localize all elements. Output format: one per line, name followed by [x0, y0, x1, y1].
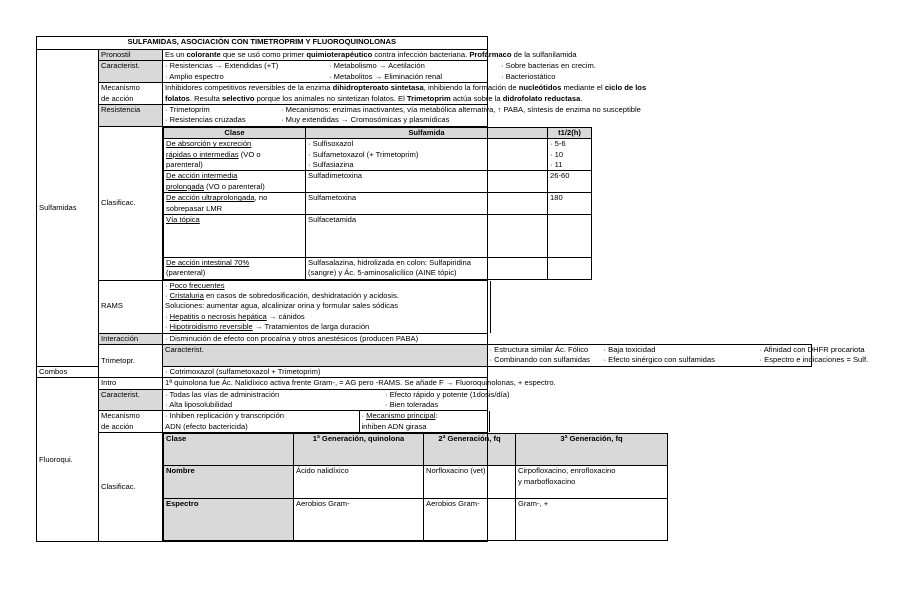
interaccion-cell [163, 333, 488, 344]
resistencia-item: · Trimetoprim [165, 105, 210, 115]
tmp-item: · Combinando con sulfamidas [489, 355, 590, 365]
fq-mecanismo-cell [163, 411, 488, 433]
clase-cell: De acción ultraprolongada, no sobrepasar LMR [164, 193, 306, 215]
rams-cell [163, 280, 488, 333]
carac-item: · Amplio espectro [165, 71, 224, 81]
label-combos: Combos [37, 366, 99, 377]
tmp-item: · Efecto sinérgico con sulfamidas [603, 355, 715, 365]
section-trimetoprim: Trimetopr. [99, 344, 163, 377]
t12-cell [548, 215, 592, 258]
col-header: Clase [164, 127, 306, 138]
col-header: 1ª Generación, quinolona [294, 434, 424, 466]
col-header: Clase [164, 434, 294, 466]
resistencia-cell [163, 105, 641, 127]
fq-mec-b: · Mecanismo principal: inhiben ADN girasa [359, 411, 489, 432]
resistencia-item: · Mecanismos: enzimas inactivantes, vía metabólica alternativa, ↑ PABA, síntesis de enzima no susceptible [281, 105, 641, 115]
carac-item: · Bacteriostático [501, 71, 556, 81]
tmp-item: · Baja toxicidad [603, 344, 656, 354]
sulfamida-cell: Sulfasalazina, hidrolizada en colon: Sulfapiridina (sangre) y Ác. 5-aminosalicílico (AINE tópic) [306, 257, 548, 279]
pronostil-text: Es un colorante que se usó como primer quimioterapéutico contra infección bacteriana. Profármaco de la sulfanilamida [163, 50, 488, 61]
label-fq-clasificacion: Clasificac. [99, 433, 163, 542]
col-header: t1/2(h) [548, 127, 592, 138]
sulfamida-cell: Sulfametoxina [306, 193, 548, 215]
page-title: SULFAMIDAS, ASOCIACIÓN CON TIMETROPRIM Y FLUOROQUINOLONAS [37, 37, 488, 50]
row-label: Espectro [164, 498, 294, 541]
fq-nombre: Ácido nalidíxico [294, 466, 424, 498]
rams-left: · Poco frecuentes · Cristaluria en casos de sobredosificación, deshidratación y acidosis. Soluciones: aumentar agua, alcalinizar orina y formular sales sódicas · Hepatitis o necrosis hepática → cánidos · Hipotiroidismo reversible → Tratamientos de larga duración [163, 281, 490, 333]
fq-item: · Bien toleradas [385, 400, 439, 409]
label-pronostil: Pronostil [99, 50, 163, 61]
carac-item: · Metabolitos → Eliminación renal [329, 71, 443, 81]
fq-espectro: Aerobios Gram- [424, 498, 516, 541]
combos-cell [163, 366, 488, 377]
clasificacion-cell [163, 126, 581, 280]
col-header: 2ª Generación, fq [424, 434, 516, 466]
col-header: Sulfamida [306, 127, 548, 138]
combo-item: · Cotrimoxazol (sulfametoxazol + Trimetoprim) [165, 366, 321, 376]
resistencia-item: · Muy extendidas → Cromosómicas y plasmídicas [281, 115, 450, 125]
t12-cell: · 5-6 · 10 · 11 [548, 139, 592, 171]
t12-cell: 26-60 [548, 171, 592, 193]
section-fluoroquinolonas: Fluoroqui. [37, 378, 99, 542]
label-mecanismo: Mecanismo de acción [99, 83, 163, 105]
tmp-item: · Estructura similar Ác. Fólico [489, 344, 589, 354]
carac-item: · Resistencias → Extendidas (+T) [165, 61, 279, 71]
clase-cell: Vía tópica [164, 215, 306, 258]
sulfamida-cell: Sulfadimetoxina [306, 171, 548, 193]
tmp-caracteristicas-cell [487, 344, 869, 366]
label-fq-caracteristicas: Caracterist. [99, 389, 163, 411]
row-label: Nombre [164, 466, 294, 498]
label-resistencia: Resistencia [99, 105, 163, 127]
carac-item: · Metabolismo → Acetilación [329, 61, 425, 71]
fq-clasificacion-cell [163, 433, 623, 542]
fq-item: · Efecto rápido y potente (1dosis/día) [385, 389, 510, 399]
interaccion-item: · Disminución de efecto con procaína y otros anestésicos (producen PABA) [165, 333, 419, 343]
caracteristicas-cell [163, 61, 596, 83]
sulfamida-cell: Sulfacetamida [306, 215, 548, 258]
fq-caracteristicas-cell [163, 389, 510, 411]
label-fq-mecanismo: Mecanismo de acción [99, 411, 163, 433]
summary-table [36, 36, 869, 542]
clase-cell: De acción intermedia prolongada (VO o parenteral) [164, 171, 306, 193]
label-intro: Intro [99, 378, 163, 389]
fq-item: · Alta liposolubilidad [165, 400, 233, 409]
intro-text: 1ª quinolona fue Ác. Nalidíxico activa frente Gram-, = AG pero -RAMS. Se añade F → Fluoroquinolonas, + espectro. [163, 378, 488, 389]
fq-mec-a: · Inhiben replicación y transcripción ADN (efecto bactericida) [163, 411, 359, 432]
label-rams: RAMS [99, 280, 163, 333]
section-sulfamidas: Sulfamidas [37, 50, 99, 367]
clase-cell: De acción intestinal 70% (parenteral) [164, 257, 306, 279]
label-interaccion: Interacción [99, 333, 163, 344]
carac-item: · Sobre bacterias en crecim. [501, 61, 596, 71]
mecanismo-text: Inhibidores competitivos reversibles de la enzima dihidropteroato sintetasa, inhibiendo la formación de nucleótidos mediante el ciclo de los folatos. Resulta selectivo porque los animales no sintetizan folatos. El Trimetoprim actúa sobre la didrofolato reductasa. [163, 83, 488, 105]
fq-espectro: Aerobios Gram- [294, 498, 424, 541]
clase-cell: De absorción y excreción rápidas o intermedias (VO o parenteral) [164, 139, 306, 171]
label-clasificacion: Clasificac. [99, 126, 163, 280]
fq-espectro: Gram-, + [516, 498, 668, 541]
label-tmp-caracteristicas: Caracterist. [163, 344, 488, 366]
fq-nombre: Cirpofloxacino, enrofloxacino y marbofloxacino [516, 466, 668, 498]
fq-item: · Todas las vías de administración [165, 389, 280, 399]
resistencia-item: · Resistencias cruzadas [165, 115, 246, 125]
sulfamida-cell: · Sulfisoxazol · Sulfametoxazol (+ Trimetoprim) · Sulfasiazina [306, 139, 548, 171]
col-header: 3ª Generación, fq [516, 434, 668, 466]
t12-cell: 180 [548, 193, 592, 215]
fq-nombre: Norfloxacino (vet) [424, 466, 516, 498]
t12-cell [548, 257, 592, 279]
tmp-item: · Afinidad con DHFR procariota [759, 344, 865, 354]
label-caracteristicas: Caracterist. [99, 61, 163, 83]
tmp-item: · Espectro e indicaciones = Sulf. [759, 355, 869, 365]
